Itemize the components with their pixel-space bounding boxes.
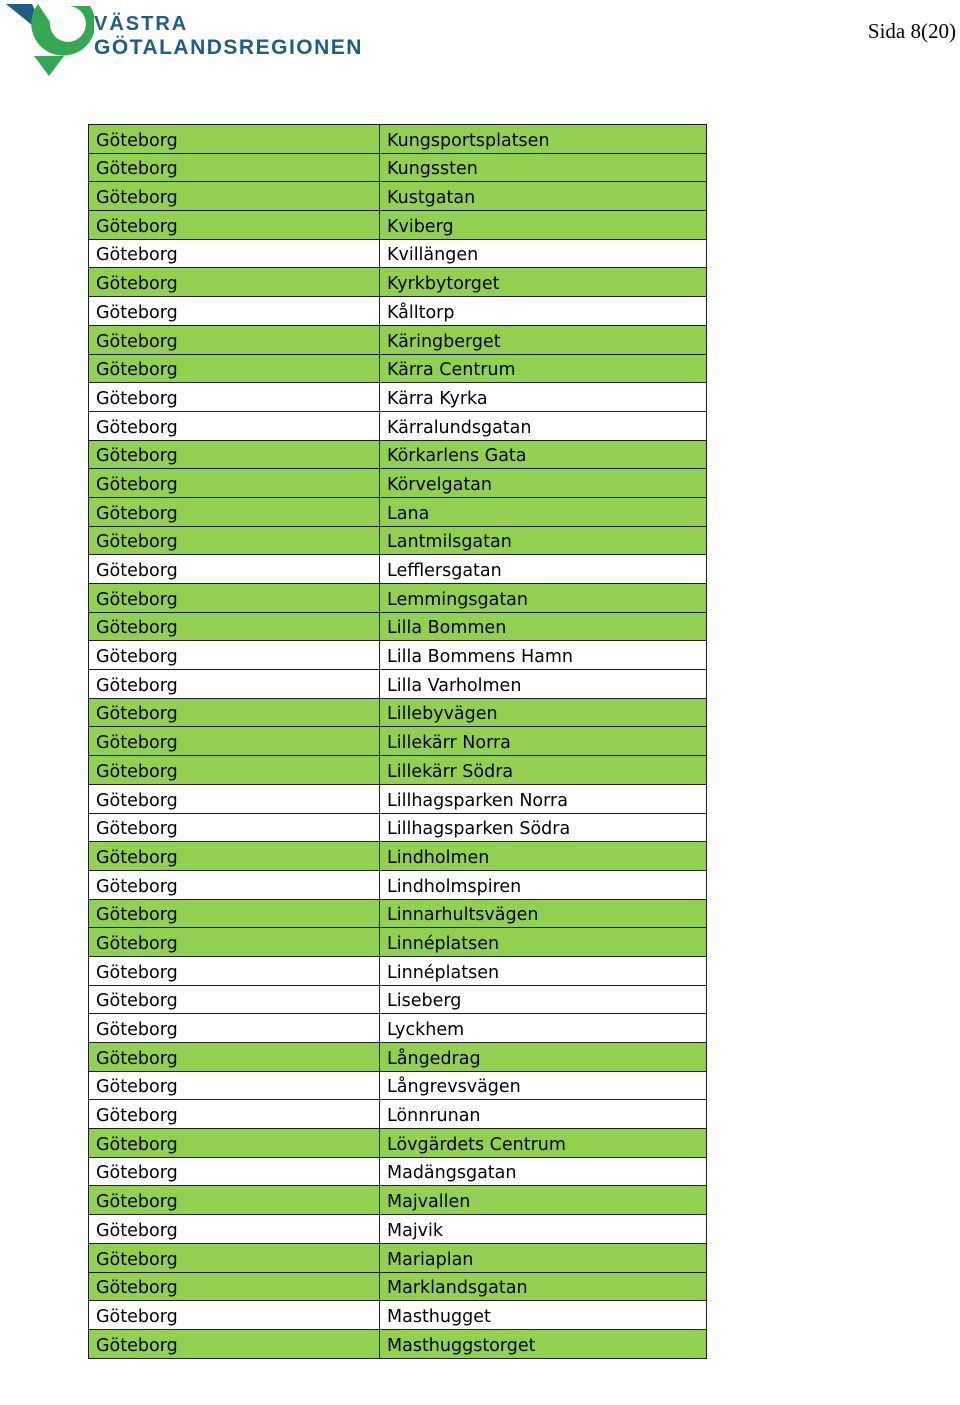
municipality-cell: Göteborg xyxy=(89,1215,380,1244)
table-row xyxy=(89,1215,707,1244)
stop-name-cell: Kustgatan xyxy=(380,182,707,211)
stop-name-cell: Körvelgatan xyxy=(380,469,707,498)
table-row xyxy=(89,125,707,154)
stop-name-cell: Lillebyvägen xyxy=(380,698,707,727)
table-row xyxy=(89,784,707,813)
table-row xyxy=(89,325,707,354)
table-row xyxy=(89,1186,707,1215)
table-row xyxy=(89,1272,707,1301)
stop-name-cell: Lillekärr Norra xyxy=(380,727,707,756)
logo-text-line2: GÖTALANDSREGIONEN xyxy=(94,36,363,59)
table-row xyxy=(89,727,707,756)
municipality-cell: Göteborg xyxy=(89,1272,380,1301)
municipality-cell: Göteborg xyxy=(89,956,380,985)
municipality-cell: Göteborg xyxy=(89,1186,380,1215)
table-row xyxy=(89,1329,707,1358)
stop-name-cell: Kviberg xyxy=(380,211,707,240)
logo-mark-icon xyxy=(4,2,94,82)
municipality-cell: Göteborg xyxy=(89,297,380,326)
table-row xyxy=(89,698,707,727)
table-row xyxy=(89,1014,707,1043)
stop-name-cell: Linnéplatsen xyxy=(380,956,707,985)
table-row xyxy=(89,555,707,584)
table-row xyxy=(89,497,707,526)
logo-text-line1: VÄSTRA xyxy=(94,13,189,35)
stop-name-cell: Kålltorp xyxy=(380,297,707,326)
stop-name-cell: Lönnrunan xyxy=(380,1100,707,1129)
municipality-cell: Göteborg xyxy=(89,756,380,785)
municipality-cell: Göteborg xyxy=(89,985,380,1014)
municipality-cell: Göteborg xyxy=(89,641,380,670)
stop-name-cell: Käringberget xyxy=(380,325,707,354)
stop-name-cell: Kungsportsplatsen xyxy=(380,125,707,154)
municipality-cell: Göteborg xyxy=(89,440,380,469)
stop-name-cell: Lilla Varholmen xyxy=(380,670,707,699)
table-row xyxy=(89,612,707,641)
stop-name-cell: Lilla Bommen xyxy=(380,612,707,641)
municipality-cell: Göteborg xyxy=(89,469,380,498)
municipality-cell: Göteborg xyxy=(89,842,380,871)
stop-name-cell: Lefflersgatan xyxy=(380,555,707,584)
stop-name-cell: Linnarhultsvägen xyxy=(380,899,707,928)
municipality-cell: Göteborg xyxy=(89,497,380,526)
table-row xyxy=(89,526,707,555)
page-number: Sida 8(20) xyxy=(867,19,956,43)
municipality-cell: Göteborg xyxy=(89,526,380,555)
stop-name-cell: Kärralundsgatan xyxy=(380,411,707,440)
table-row xyxy=(89,842,707,871)
municipality-cell: Göteborg xyxy=(89,1071,380,1100)
stop-name-cell: Kvillängen xyxy=(380,239,707,268)
stops-table-body xyxy=(89,125,707,1359)
table-row xyxy=(89,182,707,211)
table-row xyxy=(89,985,707,1014)
stop-name-cell: Kärra Centrum xyxy=(380,354,707,383)
municipality-cell: Göteborg xyxy=(89,153,380,182)
municipality-cell: Göteborg xyxy=(89,211,380,240)
table-row xyxy=(89,584,707,613)
table-row xyxy=(89,354,707,383)
stop-name-cell: Marklandsgatan xyxy=(380,1272,707,1301)
municipality-cell: Göteborg xyxy=(89,1014,380,1043)
stop-name-cell: Liseberg xyxy=(380,985,707,1014)
stop-name-cell: Mariaplan xyxy=(380,1243,707,1272)
municipality-cell: Göteborg xyxy=(89,584,380,613)
municipality-cell: Göteborg xyxy=(89,813,380,842)
stop-name-cell: Lilla Bommens Hamn xyxy=(380,641,707,670)
table-row xyxy=(89,899,707,928)
stop-name-cell: Lana xyxy=(380,497,707,526)
municipality-cell: Göteborg xyxy=(89,698,380,727)
table-row xyxy=(89,268,707,297)
stop-name-cell: Madängsgatan xyxy=(380,1157,707,1186)
table-row xyxy=(89,153,707,182)
table-row xyxy=(89,1157,707,1186)
municipality-cell: Göteborg xyxy=(89,411,380,440)
municipality-cell: Göteborg xyxy=(89,928,380,957)
municipality-cell: Göteborg xyxy=(89,383,380,412)
stop-name-cell: Kärra Kyrka xyxy=(380,383,707,412)
table-row xyxy=(89,928,707,957)
stop-name-cell: Masthuggstorget xyxy=(380,1329,707,1358)
stop-name-cell: Lindholmen xyxy=(380,842,707,871)
municipality-cell: Göteborg xyxy=(89,325,380,354)
table-row xyxy=(89,211,707,240)
stop-name-cell: Långedrag xyxy=(380,1043,707,1072)
table-row xyxy=(89,239,707,268)
table-row xyxy=(89,1100,707,1129)
table-row xyxy=(89,469,707,498)
municipality-cell: Göteborg xyxy=(89,555,380,584)
stop-name-cell: Masthugget xyxy=(380,1301,707,1330)
stop-name-cell: Kungssten xyxy=(380,153,707,182)
table-row xyxy=(89,1243,707,1272)
municipality-cell: Göteborg xyxy=(89,899,380,928)
municipality-cell: Göteborg xyxy=(89,239,380,268)
table-row xyxy=(89,440,707,469)
stop-name-cell: Lillhagsparken Södra xyxy=(380,813,707,842)
stop-name-cell: Lantmilsgatan xyxy=(380,526,707,555)
stop-name-cell: Lillhagsparken Norra xyxy=(380,784,707,813)
municipality-cell: Göteborg xyxy=(89,268,380,297)
municipality-cell: Göteborg xyxy=(89,612,380,641)
table-row xyxy=(89,1301,707,1330)
municipality-cell: Göteborg xyxy=(89,784,380,813)
municipality-cell: Göteborg xyxy=(89,1129,380,1158)
municipality-cell: Göteborg xyxy=(89,870,380,899)
stop-name-cell: Majvik xyxy=(380,1215,707,1244)
municipality-cell: Göteborg xyxy=(89,1243,380,1272)
stop-name-cell: Lindholmspiren xyxy=(380,870,707,899)
municipality-cell: Göteborg xyxy=(89,1043,380,1072)
table-row xyxy=(89,297,707,326)
municipality-cell: Göteborg xyxy=(89,1329,380,1358)
table-row xyxy=(89,956,707,985)
municipality-cell: Göteborg xyxy=(89,1157,380,1186)
table-row xyxy=(89,1043,707,1072)
stop-name-cell: Körkarlens Gata xyxy=(380,440,707,469)
stop-name-cell: Lyckhem xyxy=(380,1014,707,1043)
table-row xyxy=(89,813,707,842)
table-row xyxy=(89,411,707,440)
table-row xyxy=(89,383,707,412)
municipality-cell: Göteborg xyxy=(89,727,380,756)
municipality-cell: Göteborg xyxy=(89,354,380,383)
stops-table xyxy=(88,124,707,1359)
table-row xyxy=(89,870,707,899)
organization-logo xyxy=(4,2,384,82)
stop-name-cell: Kyrkbytorget xyxy=(380,268,707,297)
municipality-cell: Göteborg xyxy=(89,670,380,699)
table-row xyxy=(89,1129,707,1158)
table-row xyxy=(89,1071,707,1100)
municipality-cell: Göteborg xyxy=(89,125,380,154)
table-row xyxy=(89,670,707,699)
stop-name-cell: Majvallen xyxy=(380,1186,707,1215)
stop-name-cell: Långrevsvägen xyxy=(380,1071,707,1100)
municipality-cell: Göteborg xyxy=(89,182,380,211)
municipality-cell: Göteborg xyxy=(89,1301,380,1330)
stop-name-cell: Lövgärdets Centrum xyxy=(380,1129,707,1158)
stop-name-cell: Linnéplatsen xyxy=(380,928,707,957)
stop-name-cell: Lillekärr Södra xyxy=(380,756,707,785)
table-row xyxy=(89,641,707,670)
table-row xyxy=(89,756,707,785)
stop-name-cell: Lemmingsgatan xyxy=(380,584,707,613)
municipality-cell: Göteborg xyxy=(89,1100,380,1129)
